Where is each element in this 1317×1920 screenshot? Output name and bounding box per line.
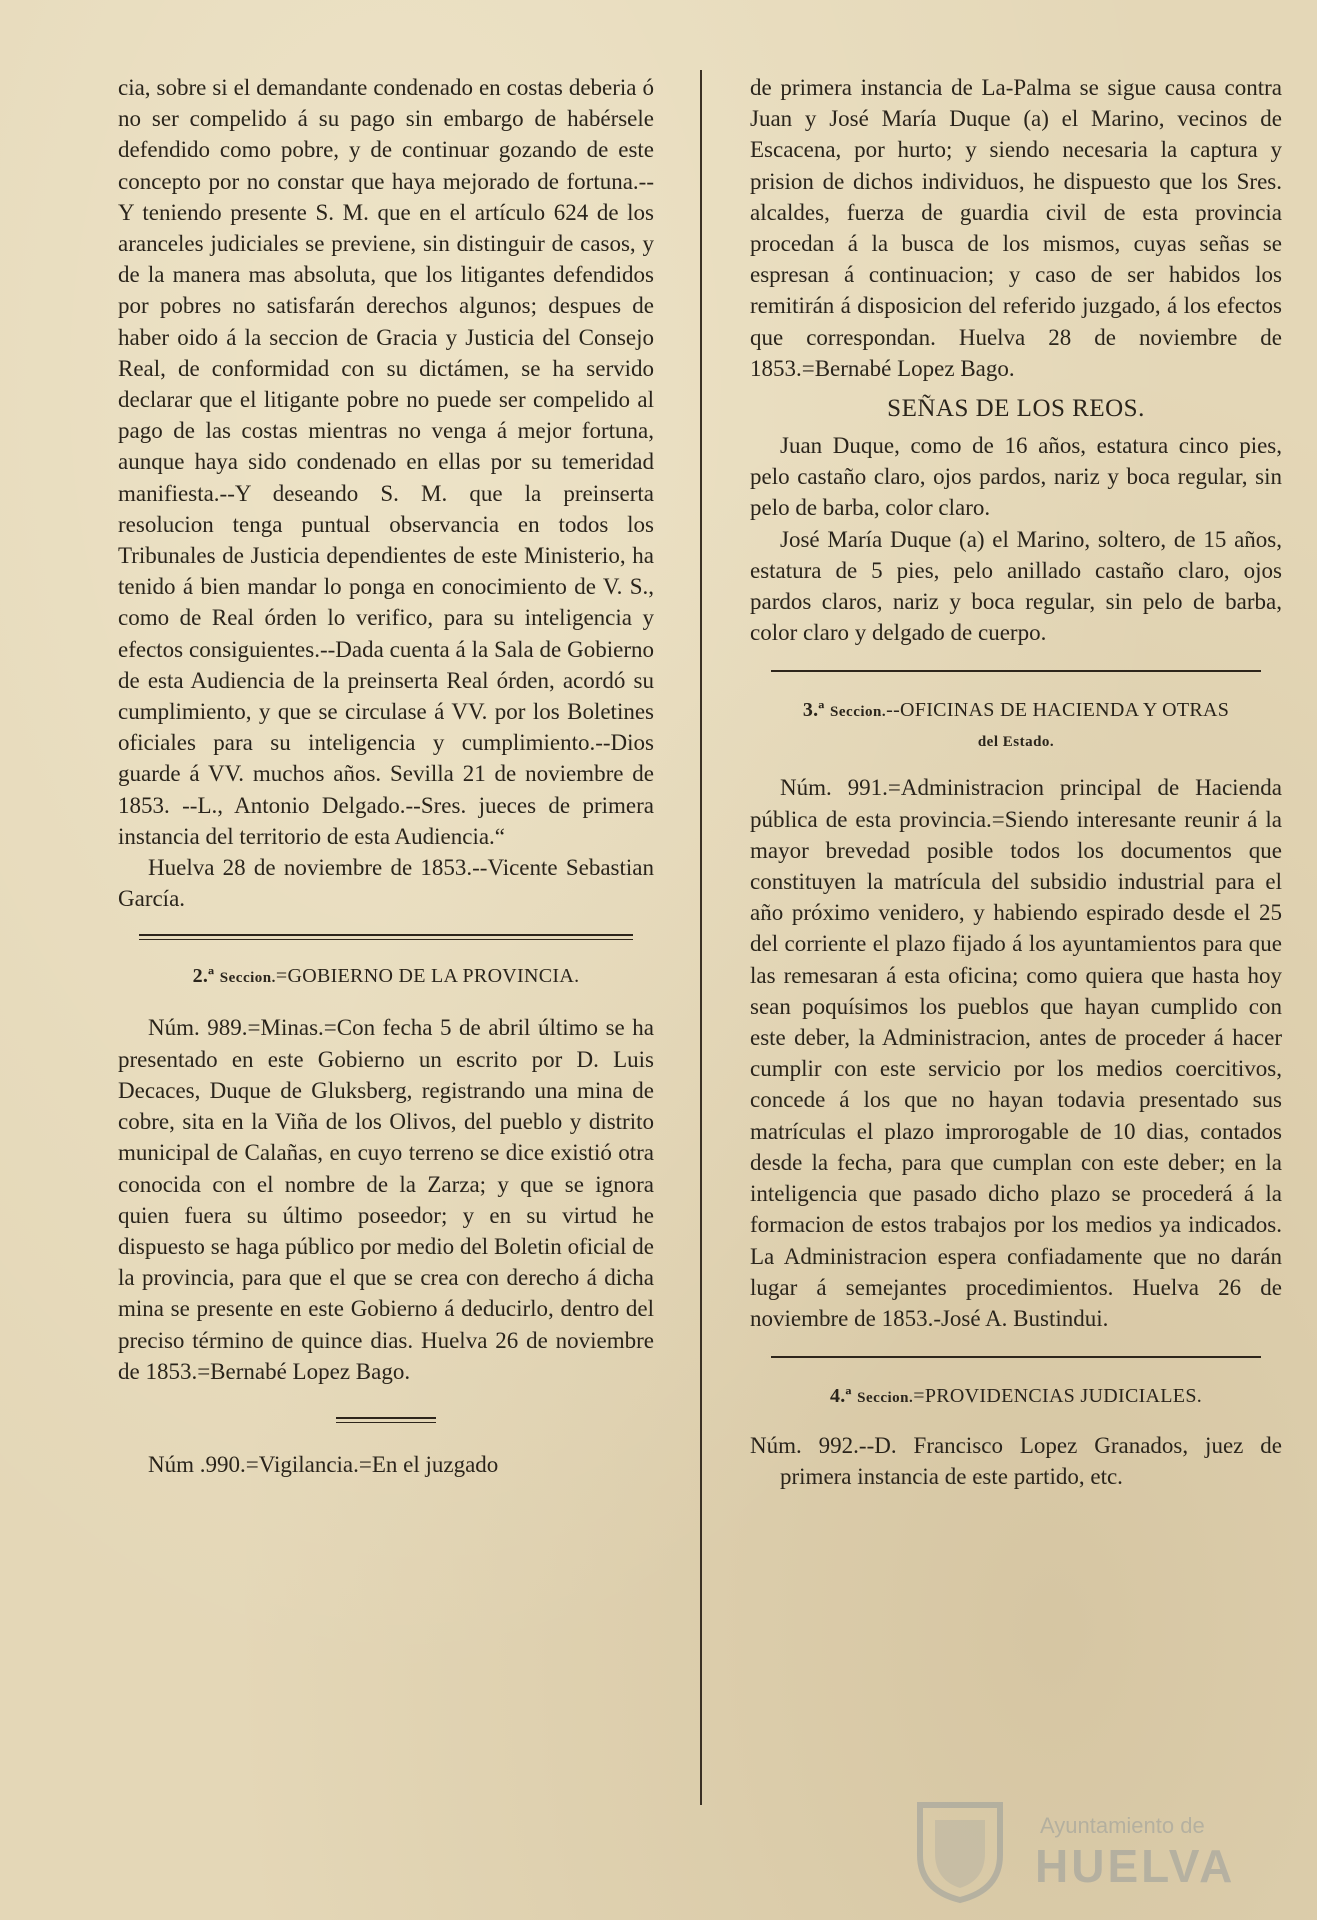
section-divider [771,1356,1260,1358]
signature-line: Huelva 28 de noviembre de 1853.--Vicente Sebastian García. [118,855,654,912]
reo-2-description: José María Duque (a) el Marino, soltero, de 15 años, estatura de 5 pies, pelo anillado castaño claro, ojos pardos claros, nariz y boca regular, sin pelo de barba, color claro y delgado de cuerpo. [750,526,1282,646]
watermark-line-2: HUELVA [1035,1840,1236,1892]
left-column [118,72,654,1480]
senas-heading: SEÑAS DE LOS REOS. [887,395,1145,423]
section-4-heading [750,1382,1282,1412]
reo-1-description: Juan Duque, como de 16 años, estatura cinco pies, pelo castaño claro, ojos pardos, nariz y boca regular, sin pelo de barba, color claro. [750,433,1282,521]
section-3-label: Seccion. [830,704,887,721]
section-4-title: =PROVIDENCIAS JUDICIALES. [913,1385,1203,1408]
notice-990-continuation: de primera instancia de La-Palma se sigue causa contra Juan y José María Duque (a) el Marino, vecinos de Escacena, por hurto; y siendo necesaria la captura y prision de dichos individuos, he dispuesto que los Sres. alcaldes, fuerza de guardia civil de esta provincia procedan á la busca de los mismos, cuyas señas se espresan á continuacion; y caso de ser habidos los remitirán á disposicion del referido juzgado, á los efectos que correspondan. Huelva 28 de noviembre de 1853.=Bernabé Lopez Bago. [750,75,1282,381]
section-divider [139,934,632,940]
archive-watermark [905,1795,1245,1905]
section-4-label: Seccion. [857,1390,914,1407]
section-3-title-line2: del Estado. [977,734,1055,751]
section-divider [771,670,1260,672]
short-divider [336,1417,436,1423]
section-3-heading-line2 [750,726,1282,756]
circular-continuation: cia, sobre si el demandante condenado en costas deberia ó no ser compelido á su pago sin embargo de habérsele defendido como pobre, y de continuar gozando de este concepto por no constar que haya mejorado de fortuna.--Y teniendo presente S. M. que en el artículo 624 de los aranceles judiciales se previene, sin distinguir de casos, y de la manera mas absoluta, que los litigantes defendidos por pobres no satisfarán derechos algunos; despues de haber oido á la seccion de Gracia y Justicia del Consejo Real, de conformidad con su dictámen, se ha servido declarar que el litigante pobre no puede ser compelido al pago de las costas mientras no venga á mejor fortuna, aunque haya sido condenado en ellas por su temeridad manifiesta.--Y deseando S. M. que la preinserta resolucion tenga puntual observancia en todos los Tribunales de Justicia dependientes de este Ministerio, ha tenido á bien mandar lo ponga en conocimiento de V. S., como de Real órden lo verifico, para su inteligencia y efectos consiguientes.--Dada cuenta á la Sala de Gobierno de esta Audiencia de la preinserta Real órden, acordó su cumplimiento, y que se circulase á VV. por los Boletines oficiales para su inteligencia y cumplimiento.--Dios guarde á VV. muchos años. Sevilla 21 de noviembre de 1853. --L., Antonio Delgado.--Sres. jueces de primera instancia del territorio de esta Audiencia.“ [118,75,654,849]
notice-990-start: Núm .990.=Vigilancia.=En el juzgado [148,1451,499,1477]
section-2-title: =GOBIERNO DE LA PROVINCIA. [275,965,580,988]
notice-989-minas: Núm. 989.=Minas.=Con fecha 5 de abril último se ha presentado en este Gobierno un escrito por D. Luis Decaces, Duque de Gluksberg, registrando una mina de cobre, sita en la Viña de los Olivos, del pueblo y distrito municipal de Calañas, en cuyo terreno se dice existió otra conocida con el nombre de la Zarza; y que se ignora quien fuera su último poseedor; y en su virtud he dispuesto se haga público por medio del Boletin oficial de la provincia, para que el que se crea con derecho á dicha mina se presente en este Gobierno á deducirlo, dentro del preciso término de quince dias. Huelva 26 de noviembre de 1853.=Bernabé Lopez Bago. [118,1015,654,1384]
right-column [750,72,1282,1493]
section-3-number: 3.ª [802,699,825,722]
notice-991-hacienda: Núm. 991.=Administracion principal de Hacienda pública de esta provincia.=Siendo interesante reunir á la mayor brevedad posible todos los documentos que constituyen la matrícula del subsidio industrial para el año próximo venidero, y habiendo espirado desde el 25 del corriente el plazo fijado á los ayuntamientos para que las remesaran á esta oficina; como quiera que hasta hoy sean poquísimos los pueblos que hayan cumplido con este deber, la Administracion, antes de proceder á hacer cumplir con este servicio por los medios coercitivos, concede á los que no hayan todavia presentado sus matrículas el plazo improrogable de 10 dias, contados desde la fecha, para que cumplan con este deber; en la inteligencia que pasado dicho plazo se procederá á la formacion de estos trabajos por los medios ya indicados. La Administracion espera confiadamente que no darán lugar á semejantes procedimientos. Huelva 26 de noviembre de 1853.-José A. Bustindui. [750,775,1282,1331]
section-2-number: 2.ª [192,965,215,988]
section-2-label: Seccion. [219,970,276,987]
notice-992-providencias: Núm. 992.--D. Francisco Lopez Granados, juez de primera instancia de este partido, etc. [750,1433,1282,1490]
column-divider [700,70,702,1805]
section-2-heading [118,962,654,992]
section-4-number: 4.ª [829,1385,852,1408]
section-3-heading [750,696,1282,726]
section-3-title: --OFICINAS DE HACIENDA Y OTRAS [886,699,1230,722]
watermark-line-1: Ayuntamiento de [1040,1813,1205,1838]
shield-crest-icon [905,1795,1015,1905]
